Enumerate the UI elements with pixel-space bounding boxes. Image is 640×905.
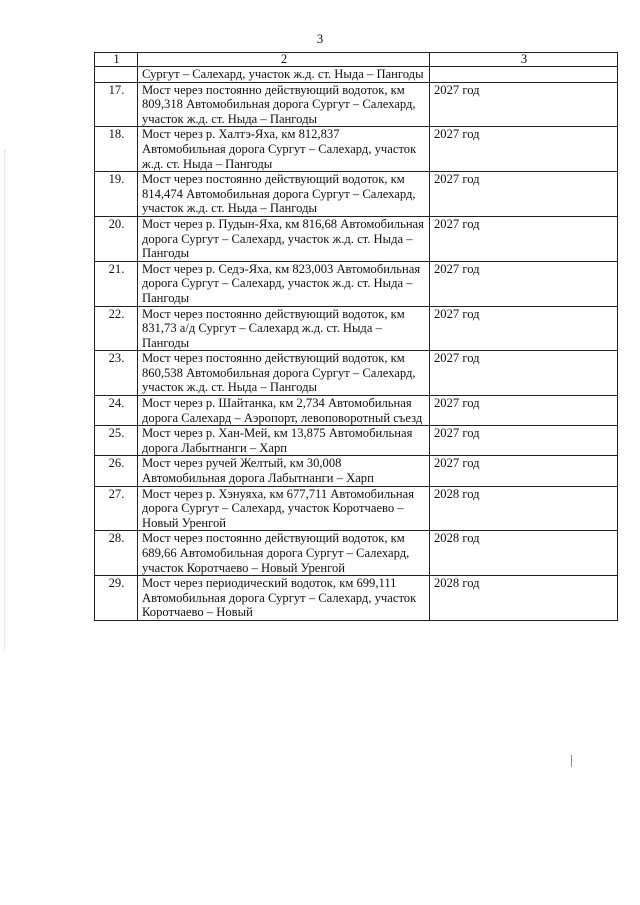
row-number-cell: 29. — [95, 576, 138, 621]
row-year-cell: 2027 год — [430, 261, 618, 306]
binding-margin-marks — [4, 150, 7, 650]
table-body — [95, 67, 618, 621]
row-number-cell: 21. — [95, 261, 138, 306]
table-row — [95, 216, 618, 261]
row-number-cell: 23. — [95, 351, 138, 396]
table-row — [95, 426, 618, 456]
row-year-cell: 2028 год — [430, 486, 618, 531]
row-description-cell: Мост через постоянно действующий водоток, км 814,474 Автомобильная дорога Сургут – Салехард, участок ж.д. ст. Ныда – Пангоды — [138, 172, 430, 217]
row-description-cell: Мост через р. Седэ-Яха, км 823,003 Автомобильная дорога Сургут – Салехард, участок ж.д. ст. Ныда – Пангоды — [138, 261, 430, 306]
column-header-number: 1 — [95, 53, 138, 67]
table-row — [95, 82, 618, 127]
row-year-cell: 2027 год — [430, 396, 618, 426]
row-year-cell: 2027 год — [430, 216, 618, 261]
row-year-cell — [430, 67, 618, 83]
table-row — [95, 306, 618, 351]
table-row — [95, 172, 618, 217]
row-year-cell: 2027 год — [430, 456, 618, 486]
row-description-cell: Мост через постоянно действующий водоток, км 689,66 Автомобильная дорога Сургут – Салехард, участок Коротчаево – Новый Уренгой — [138, 531, 430, 576]
row-number-cell: 22. — [95, 306, 138, 351]
row-description-cell: Мост через постоянно действующий водоток, км 831,73 а/д Сургут – Салехард ж.д. ст. Ныда – Пангоды — [138, 306, 430, 351]
table-row — [95, 351, 618, 396]
row-year-cell: 2028 год — [430, 531, 618, 576]
row-description-cell: Мост через р. Хэнуяха, км 677,711 Автомобильная дорога Сургут – Салехард, участок Коротчаево – Новый Уренгой — [138, 486, 430, 531]
table-row — [95, 456, 618, 486]
table-header-row — [95, 53, 618, 67]
row-description-cell: Мост через постоянно действующий водоток, км 860,538 Автомобильная дорога Сургут – Салехард, участок ж.д. ст. Ныда – Пангоды — [138, 351, 430, 396]
scan-edge-mark — [571, 755, 572, 767]
row-year-cell: 2027 год — [430, 127, 618, 172]
row-description-cell: Мост через постоянно действующий водоток, км 809,318 Автомобильная дорога Сургут – Салехард, участок ж.д. ст. Ныда – Пангоды — [138, 82, 430, 127]
table-row — [95, 531, 618, 576]
table-row — [95, 396, 618, 426]
row-number-cell: 20. — [95, 216, 138, 261]
row-description-cell: Мост через р. Шайтанка, км 2,734 Автомобильная дорога Салехард – Аэропорт, левоповоротный съезд — [138, 396, 430, 426]
row-description-cell: Мост через р. Халтэ-Яха, км 812,837 Автомобильная дорога Сургут – Салехард, участок ж.д. ст. Ныда – Пангоды — [138, 127, 430, 172]
table-row — [95, 127, 618, 172]
row-year-cell: 2027 год — [430, 351, 618, 396]
column-header-description: 2 — [138, 53, 430, 67]
row-number-cell: 18. — [95, 127, 138, 172]
table-row — [95, 261, 618, 306]
row-number-cell: 28. — [95, 531, 138, 576]
row-year-cell: 2027 год — [430, 82, 618, 127]
row-description-cell: Сургут – Салехард, участок ж.д. ст. Ныда – Пангоды — [138, 67, 430, 83]
row-year-cell: 2027 год — [430, 172, 618, 217]
row-number-cell: 19. — [95, 172, 138, 217]
table-row — [95, 486, 618, 531]
row-description-cell: Мост через р. Пудын-Яха, км 816,68 Автомобильная дорога Сургут – Салехард, участок ж.д. ст. Ныда – Пангоды — [138, 216, 430, 261]
row-description-cell: Мост через периодический водоток, км 699,111 Автомобильная дорога Сургут – Салехард, участок Коротчаево – Новый — [138, 576, 430, 621]
row-number-cell — [95, 67, 138, 83]
bridge-schedule-table — [94, 52, 618, 621]
row-description-cell: Мост через р. Хан-Мей, км 13,875 Автомобильная дорога Лабытнанги – Харп — [138, 426, 430, 456]
page-number: 3 — [316, 31, 324, 46]
row-year-cell: 2027 год — [430, 426, 618, 456]
row-number-cell: 27. — [95, 486, 138, 531]
row-year-cell: 2028 год — [430, 576, 618, 621]
row-number-cell: 26. — [95, 456, 138, 486]
row-number-cell: 24. — [95, 396, 138, 426]
row-number-cell: 17. — [95, 82, 138, 127]
row-year-cell: 2027 год — [430, 306, 618, 351]
row-description-cell: Мост через ручей Желтый, км 30,008 Автомобильная дорога Лабытнанги – Харп — [138, 456, 430, 486]
table-row — [95, 576, 618, 621]
column-header-year: 3 — [430, 53, 618, 67]
row-number-cell: 25. — [95, 426, 138, 456]
table-row — [95, 67, 618, 83]
